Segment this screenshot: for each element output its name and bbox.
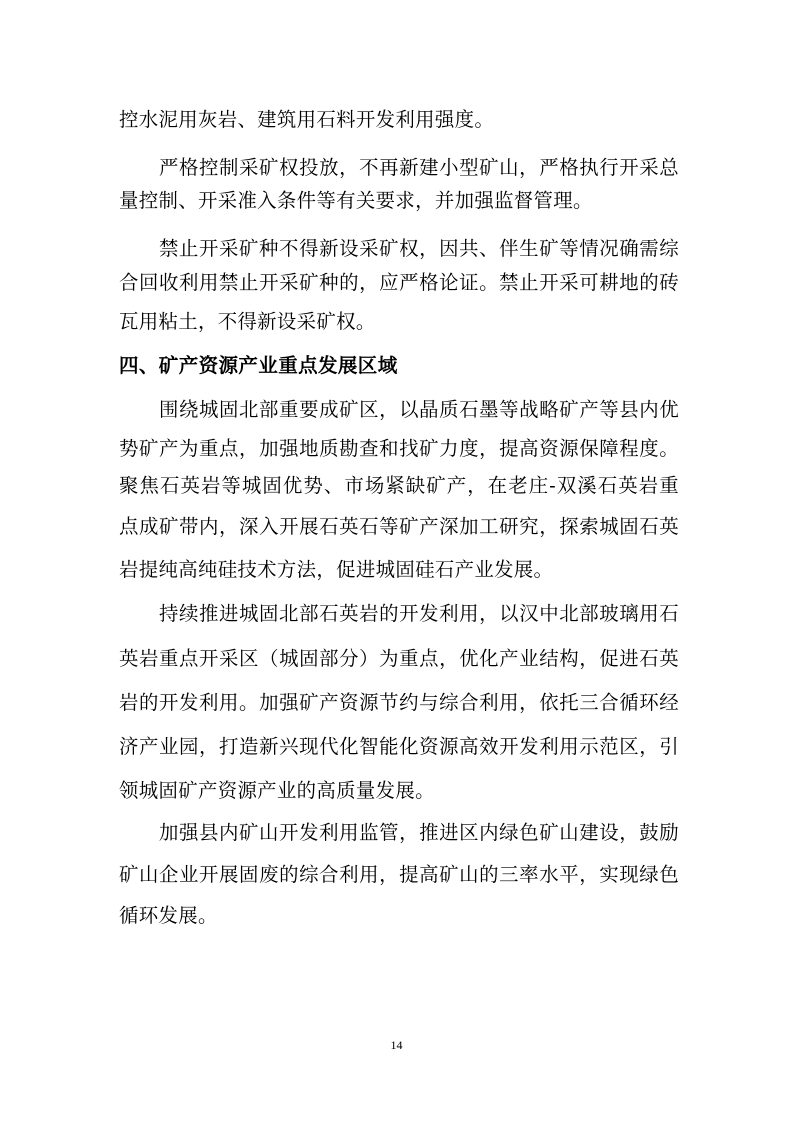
body-text-line: 矿山企业开展固废的综合利用，提高矿山的三率水平，实现绿色	[119, 863, 679, 886]
body-text-line: 循环发展。	[119, 904, 218, 927]
body-text-line: 点成矿带内，深入开展石英石等矿产深加工研究，探索城固石英	[119, 515, 679, 538]
section-heading: 四、矿产资源产业重点发展区域	[119, 354, 398, 377]
body-text-line: 合回收利用禁止开采矿种的，应严格论证。禁止开采可耕地的砖	[119, 271, 679, 294]
body-text-line: 岩的开发利用。加强矿产资源节约与综合利用，依托三合循环经	[119, 691, 679, 714]
body-text-line: 围绕城固北部重要成矿区，以晶质石墨等战略矿产等县内优	[159, 398, 679, 421]
body-text-line: 加强县内矿山开发利用监管，推进区内绿色矿山建设，鼓励	[159, 821, 679, 844]
body-text-line: 聚焦石英岩等城固优势、市场紧缺矿产，在老庄-双溪石英岩重	[119, 474, 679, 497]
body-text-line: 领城固矿产资源产业的高质量发展。	[119, 779, 435, 802]
body-text-line: 量控制、开采准入条件等有关要求，并加强监督管理。	[119, 189, 593, 212]
body-text-line: 英岩重点开采区（城固部分）为重点，优化产业结构，促进石英	[119, 647, 679, 670]
body-text-line: 势矿产为重点，加强地质勘查和找矿力度，提高资源保障程度。	[119, 437, 679, 460]
body-text-line: 持续推进城固北部石英岩的开发利用，以汉中北部玻璃用石	[159, 602, 679, 625]
body-text-line: 严格控制采矿权投放，不再新建小型矿山，严格执行开采总	[159, 156, 679, 179]
body-text-line: 控水泥用灰岩、建筑用石料开发利用强度。	[119, 108, 495, 131]
body-text-line: 禁止开采矿种不得新设采矿权，因共、伴生矿等情况确需综	[159, 237, 679, 260]
body-text-line: 岩提纯高纯硅技术方法，促进城固硅石产业发展。	[119, 558, 554, 581]
page-number: 14	[390, 1038, 403, 1052]
body-text-line: 济产业园，打造新兴现代化智能化资源高效开发利用示范区，引	[119, 735, 679, 758]
body-text-line: 瓦用粘土，不得新设采矿权。	[119, 310, 376, 333]
